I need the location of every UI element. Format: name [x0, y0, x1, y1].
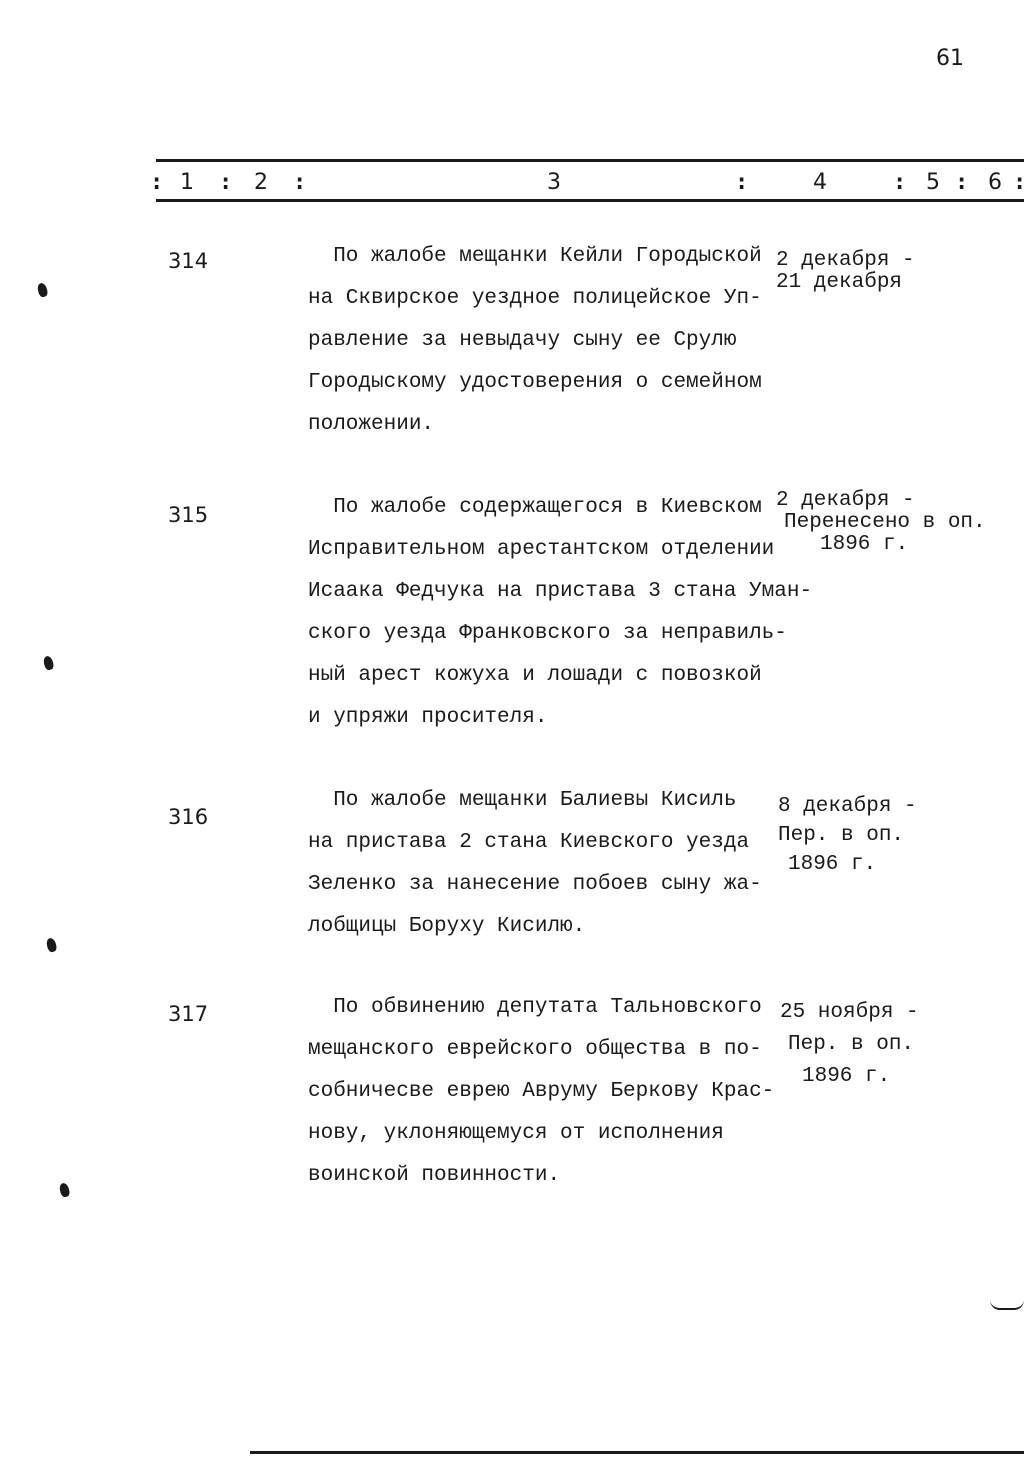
column-separator: : — [1013, 170, 1026, 195]
description-line: положении. — [308, 413, 435, 436]
column-separator: : — [150, 170, 164, 195]
description-line: нову, уклоняющемуся от исполнения — [308, 1122, 724, 1145]
date-line: 1896 г. — [788, 853, 877, 876]
description-line: мещанского еврейского общества в по- — [308, 1038, 762, 1061]
description-line: Зеленко за нанесение побоев сыну жа- — [308, 873, 762, 896]
record-description — [308, 987, 778, 1197]
binding-mark — [36, 282, 48, 298]
date-line: 8 декабря - — [778, 795, 917, 818]
column-header-6: 6 — [988, 170, 1002, 195]
record-dates — [778, 792, 917, 879]
description-line: По жалобе мещанки Балиевы Кисиль — [308, 789, 737, 812]
description-line: лобщицы Боруху Кисилю. — [308, 915, 586, 938]
date-line: 25 ноября - — [780, 1001, 919, 1024]
date-line: Пер. в оп. — [788, 1033, 915, 1056]
column-header-5: 5 — [926, 170, 940, 195]
record-description — [308, 236, 778, 446]
table-header-bottom-rule — [156, 199, 1024, 202]
record-number: 317 — [168, 1002, 209, 1026]
page-number: 61 — [936, 46, 964, 71]
date-line: Пер. в оп. — [778, 824, 905, 847]
record-dates — [776, 490, 986, 556]
record-dates — [776, 250, 915, 294]
column-separator: : — [735, 170, 749, 195]
description-line: Исправительном арестантском отделении — [308, 538, 775, 561]
column-separator: : — [893, 170, 907, 195]
description-line: По жалобе содержащегося в Киевском — [308, 496, 762, 519]
description-line: на пристава 2 стана Киевского уезда — [308, 831, 750, 854]
record-description — [308, 780, 778, 948]
binding-mark — [58, 1182, 70, 1198]
date-line: 1896 г. — [820, 533, 909, 556]
column-separator: : — [219, 170, 233, 195]
date-line: 2 декабря - — [776, 249, 915, 272]
description-line: равление за невыдачу сыну ее Срулю — [308, 329, 737, 352]
date-line: Перенесено в оп. — [784, 511, 986, 534]
description-line: Городыскому удостоверения о семейном — [308, 371, 762, 394]
record-description — [308, 487, 813, 739]
column-header-3: 3 — [547, 170, 561, 195]
description-line: собничесве еврею Авруму Беркову Крас- — [308, 1080, 775, 1103]
record-dates — [780, 997, 919, 1093]
description-line: воинской повинности. — [308, 1164, 561, 1187]
description-line: ный арест кожуха и лошади с повозкой — [308, 664, 762, 687]
description-line: По жалобе мещанки Кейли Городыской — [308, 245, 762, 268]
column-header-2: 2 — [254, 170, 268, 195]
binding-mark — [42, 655, 54, 671]
description-line: и упряжи просителя. — [308, 706, 548, 729]
binding-mark — [45, 937, 57, 953]
table-header-top-rule — [156, 159, 1024, 162]
bottom-edge-line — [250, 1451, 1024, 1454]
column-separator: : — [955, 170, 969, 195]
column-header-1: 1 — [180, 170, 194, 195]
margin-stroke — [990, 1300, 1024, 1310]
description-line: По обвинению депутата Тальновского — [308, 996, 762, 1019]
record-number: 314 — [168, 249, 209, 273]
record-number: 316 — [168, 805, 209, 829]
description-line: ского уезда Франковского за неправиль- — [308, 622, 787, 645]
description-line: Исаака Федчука на пристава 3 стана Уман- — [308, 580, 813, 603]
record-number: 315 — [168, 503, 209, 527]
column-header-4: 4 — [813, 170, 827, 195]
description-line: на Сквирское уездное полицейское Уп- — [308, 287, 762, 310]
date-line: 1896 г. — [802, 1065, 891, 1088]
date-line: 21 декабря — [776, 271, 903, 294]
date-line: 2 декабря - — [776, 489, 915, 512]
column-separator: : — [293, 170, 307, 195]
